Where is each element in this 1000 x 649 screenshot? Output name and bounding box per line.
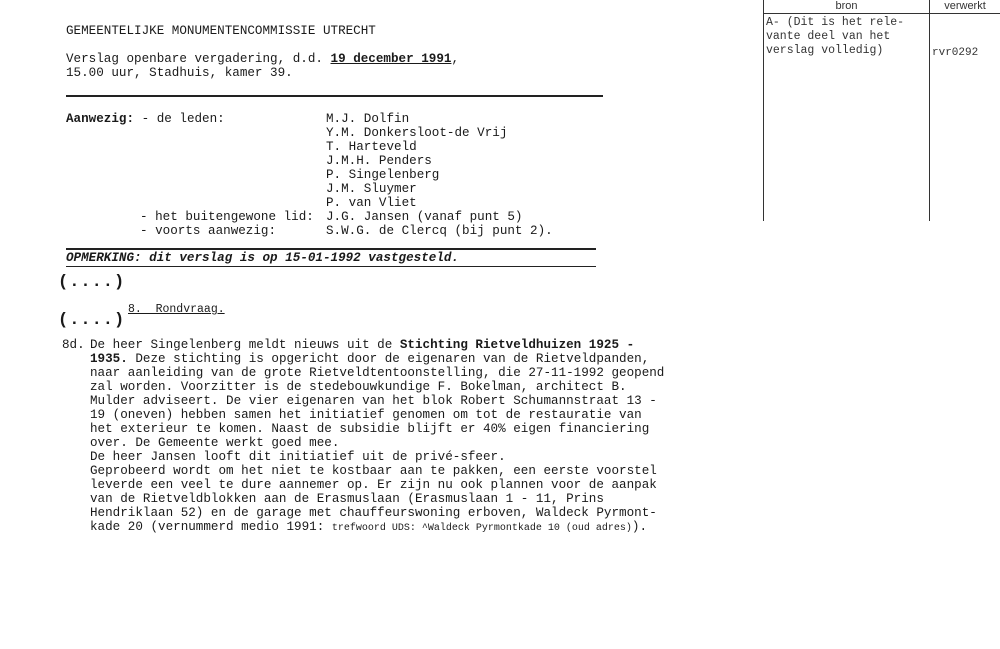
remark: OPMERKING: dit verslag is op 15-01-1992 vastgesteld.: [66, 251, 459, 265]
member: P. Singelenberg: [326, 168, 440, 182]
paragraph-line: Mulder adviseert. De vier eigenaren van het blok Robert Schumannstraat 13 -: [90, 394, 657, 408]
ellipsis: (....): [58, 311, 126, 330]
meeting-suffix: ,: [451, 52, 459, 66]
aanwezig-label: [66, 112, 225, 126]
member: P. van Vliet: [326, 196, 417, 210]
year: 1935.: [90, 352, 128, 366]
paragraph-line: [90, 352, 649, 366]
verwerkt-code: rvr0292: [932, 47, 979, 59]
foundation-name: Stichting Rietveldhuizen 1925 -: [399, 338, 635, 352]
paragraph-line: [90, 520, 647, 536]
organization-title: GEMEENTELIJKE MONUMENTENCOMMISSIE UTRECHT: [66, 24, 376, 38]
keyword-note: trefwoord UDS: ^Waldeck Pyrmontkade 10 (oud adres): [331, 523, 632, 534]
extra-member: J.G. Jansen (vanaf punt 5): [326, 210, 523, 224]
source-table: [763, 0, 1000, 221]
member: M.J. Dolfin: [326, 112, 410, 126]
paragraph-line: Geprobeerd wordt om het niet te kostbaar aan te pakken, een eerste voorstel: [90, 464, 657, 478]
paragraph-line: zal worden. Voorzitter is de stedebouwkundige F. Bokelman, architect B.: [90, 380, 627, 394]
paragraph-line: over. De Gemeente werkt goed mee.: [90, 436, 340, 450]
bron-line: verslag volledig): [766, 44, 884, 57]
meeting-line: [66, 52, 459, 66]
column-header-bron: bron: [764, 0, 929, 14]
bron-line: vante deel van het: [766, 30, 891, 43]
paragraph-line: naar aanleiding van de grote Rietveldtentoonstelling, die 27-11-1992 geopend: [90, 366, 665, 380]
column-header-verwerkt: verwerkt: [929, 0, 1000, 14]
text: De heer Singelenberg meldt nieuws uit de: [90, 338, 400, 352]
meeting-prefix: Verslag openbare vergadering, d.d.: [66, 52, 331, 66]
extra-member-label: - het buitengewone lid:: [140, 210, 314, 224]
paragraph-line: het exterieur te komen. Naast de subsidie blijft er 40% eigen financiering: [90, 422, 650, 436]
paragraph-line: van de Rietveldblokken aan de Erasmuslaan (Erasmuslaan 1 - 11, Prins: [90, 492, 604, 506]
text: ).: [631, 520, 648, 534]
also-present: S.W.G. de Clercq (bij punt 2).: [326, 224, 553, 238]
ellipsis: (....): [58, 273, 126, 292]
member: Y.M. Donkersloot-de Vrij: [326, 126, 508, 140]
member: J.M.H. Penders: [326, 154, 432, 168]
section-heading: 8. Rondvraag.: [128, 303, 225, 316]
paragraph-line: leverde een veel te dure aannemer op. Er zijn nu ook plannen voor de aanpak: [90, 478, 657, 492]
also-present-label: - voorts aanwezig:: [140, 224, 277, 238]
paragraph-line: [90, 338, 634, 352]
member: J.M. Sluymer: [326, 182, 417, 196]
aanwezig-heading: Aanwezig:: [66, 112, 135, 126]
divider: [66, 95, 603, 97]
bron-line: A- (Dit is het rele-: [766, 16, 905, 29]
item-number: 8d.: [62, 338, 85, 352]
time-place: 15.00 uur, Stadhuis, kamer 39.: [66, 66, 293, 80]
divider: [66, 266, 596, 267]
paragraph-line: De heer Jansen looft dit initiatief uit de privé-sfeer.: [90, 450, 506, 464]
member: T. Harteveld: [326, 140, 417, 154]
column-divider: [929, 0, 930, 221]
text: kade 20 (vernummerd medio 1991:: [90, 520, 332, 534]
paragraph-line: Hendriklaan 52) en de garage met chauffeurswoning erboven, Waldeck Pyrmont-: [90, 506, 657, 520]
text: Deze stichting is opgericht door de eigenaren van de Rietveldpanden,: [127, 352, 650, 366]
divider: [66, 248, 596, 250]
paragraph-line: 19 (oneven) hebben samen het initiatief genomen om tot de restauratie van: [90, 408, 642, 422]
members-label: - de leden:: [141, 112, 225, 126]
meeting-date: 19 december 1991: [330, 52, 452, 66]
